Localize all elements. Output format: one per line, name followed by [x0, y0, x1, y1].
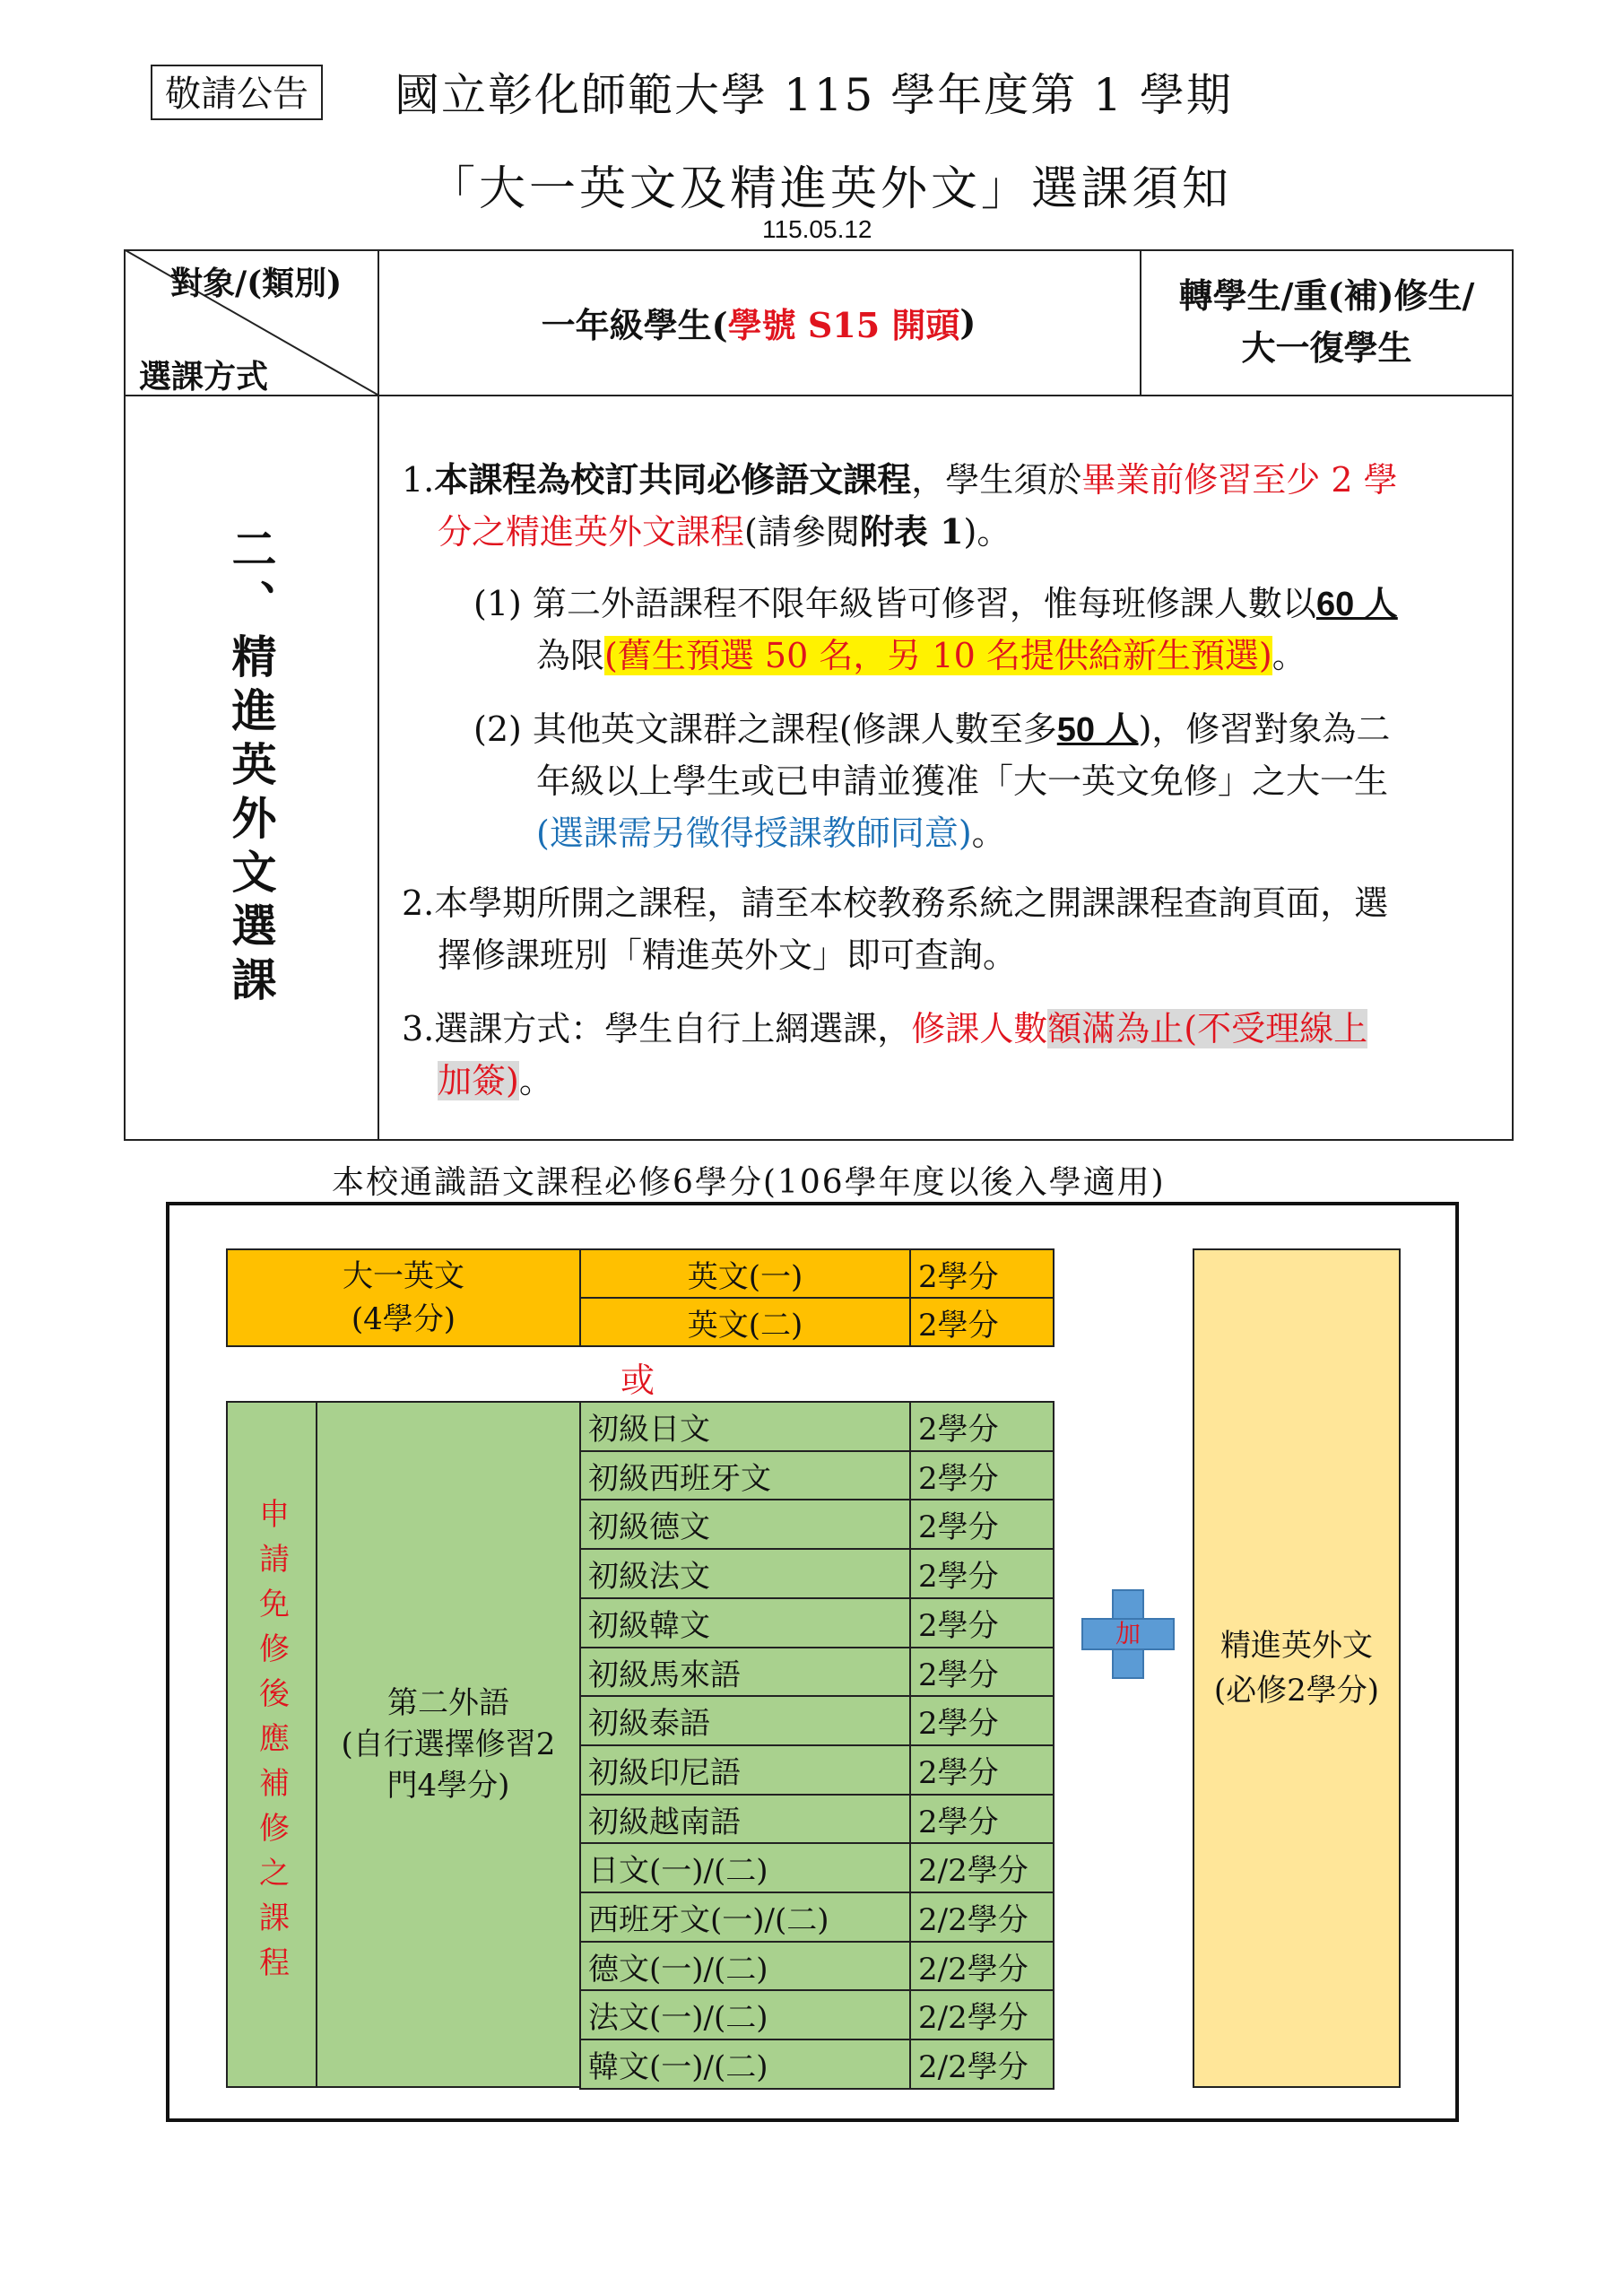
item-2-line2: 擇修課班別「精進英外文」即可查詢。 [438, 935, 1018, 975]
sub-item-2-text3: 。 [971, 813, 1006, 853]
sub-item-1-line2 [536, 630, 1505, 682]
class-limit: 60 人 [1315, 586, 1398, 623]
item-1-line2 [438, 506, 1505, 558]
language-credit: 2學分 [909, 1499, 1055, 1550]
page-subtitle: 「大一英文及精進英外文」選課須知 [429, 162, 1233, 216]
sub-item-2-line3 [536, 807, 1505, 859]
item-3-red: 修課人數 [911, 1009, 1048, 1048]
document-date: 115.05.12 [762, 215, 872, 243]
plus-label: 加 [1115, 1619, 1141, 1648]
language-credit: 2學分 [909, 1548, 1055, 1599]
language-credit: 2學分 [909, 1450, 1055, 1500]
language-credit: 2/2學分 [909, 1892, 1055, 1943]
advanced-english-title: 精進英外文 [1220, 1628, 1373, 1664]
header-freshman-column [378, 249, 1140, 395]
freshman-english-title: 大一英文 [343, 1258, 464, 1294]
language-credit: 2學分 [909, 1695, 1055, 1746]
item-1-text3: )。 [963, 512, 1011, 552]
sub-item-1-text2: 為限 [536, 636, 605, 675]
second-language-title: 第二外語 [387, 1685, 509, 1721]
item-3-red-highlight2: 加簽) [438, 1061, 519, 1100]
language-course: 初級馬來語 [579, 1647, 911, 1697]
appendix-ref: 附表 1 [859, 511, 964, 552]
language-course: 初級越南語 [579, 1794, 911, 1844]
other-students-line1: 轉學生/重(補)修生/ [1178, 275, 1475, 316]
language-course: 日文(一)/(二) [579, 1842, 911, 1893]
or-label: 或 [621, 1361, 655, 1400]
header-other-students-column [1140, 249, 1514, 395]
item-3-text2: 。 [518, 1061, 553, 1100]
english-course-1: 英文(一) [579, 1248, 911, 1299]
sub-item-2 [473, 703, 1505, 756]
preselection-note: (舊生預選 50 名，另 10 名提供給新生預選) [604, 636, 1272, 675]
language-course: 初級泰語 [579, 1695, 911, 1746]
language-course: 法文(一)/(二) [579, 1989, 911, 2040]
item-3-line2 [438, 1055, 1505, 1107]
language-credit: 2學分 [909, 1597, 1055, 1648]
other-students-line2: 大一復學生 [1241, 327, 1412, 368]
sub-item-number: (2) [473, 709, 522, 749]
language-course: 初級法文 [579, 1548, 911, 1599]
item-number: 1. [402, 460, 435, 500]
sub-item-1-text: 第二外語課程不限年級皆可修習，惟每班修課人數以 [532, 584, 1316, 623]
freshman-english-credits: (4學分) [351, 1301, 456, 1337]
item-2-text: 本學期所開之課程，請至本校教務系統之開課課程查詢頁面，選 [434, 883, 1389, 923]
advanced-english-credits: (必修2學分) [1213, 1673, 1380, 1709]
section-title [124, 395, 378, 1141]
instructor-consent-note: (選課需另徵得授課教師同意) [536, 813, 972, 853]
item-1-text: ，學生須於 [911, 460, 1082, 500]
language-credit: 2學分 [909, 1401, 1055, 1452]
sub-item-1 [473, 578, 1505, 631]
language-course: 初級印尼語 [579, 1744, 911, 1796]
advanced-english-block [1193, 1248, 1401, 2088]
freshman-label: 一年級學生( [541, 304, 728, 345]
item-1-red: 畢業前修習至少 2 學 [1081, 460, 1398, 500]
second-language-note2: 門4學分) [386, 1768, 510, 1804]
english-credit-1: 2學分 [909, 1248, 1055, 1299]
diagram-caption: 本校通識語文課程必修6學分(106學年度以後入學適用) [332, 1164, 1166, 1201]
exempt-makeup-text: 申請免修後應補修之課程 [253, 1498, 290, 1991]
language-course: 初級西班牙文 [579, 1450, 911, 1500]
item-1-red2: 分之精進英外文課程 [438, 512, 745, 552]
item-number: 2. [402, 883, 435, 923]
item-3-red-highlight: 額滿為止(不受理線上 [1047, 1009, 1368, 1048]
language-course: 德文(一)/(二) [579, 1941, 911, 1991]
language-credit: 2/2學分 [909, 2039, 1055, 2090]
notice-box: 敬請公告 [151, 65, 323, 120]
language-course: 初級日文 [579, 1401, 911, 1452]
language-course: 初級韓文 [579, 1597, 911, 1648]
language-credit: 2/2學分 [909, 1989, 1055, 2040]
language-credit: 2學分 [909, 1794, 1055, 1844]
language-credit: 2學分 [909, 1647, 1055, 1697]
page-title: 國立彰化師範大學 115 學年度第 1 學期 [395, 69, 1233, 121]
sub-item-2-line2: 年級以上學生或已申請並獲准「大一英文免修」之大一生 [536, 761, 1389, 801]
item-1-bold: 本課程為校訂共同必修語文課程 [434, 459, 912, 500]
freshman-english-block [226, 1248, 581, 1347]
sub-item-number: (1) [473, 584, 522, 623]
exempt-makeup-label [226, 1401, 317, 2088]
second-language-note1: (自行選擇修習2 [341, 1726, 556, 1762]
class-limit: 50 人 [1056, 711, 1139, 749]
sub-item-2-text2: )，修習對象為二 [1138, 709, 1391, 749]
item-3-text: 選課方式：學生自行上網選課， [434, 1009, 912, 1048]
section-title-text: 二、精進英外文選課 [224, 526, 278, 1010]
freshman-label-close: ) [959, 301, 976, 343]
sub-item-1-text3: 。 [1271, 636, 1306, 675]
english-credit-2: 2學分 [909, 1297, 1055, 1347]
item-number: 3. [402, 1009, 435, 1048]
header-target-label: 對象/(類別) [170, 265, 343, 302]
english-course-2: 英文(二) [579, 1297, 911, 1347]
language-credit: 2/2學分 [909, 1941, 1055, 1991]
header-method-label: 選課方式 [139, 358, 269, 396]
language-course: 初級德文 [579, 1499, 911, 1550]
sub-item-2-text: 其他英文課群之課程(修課人數至多 [532, 709, 1057, 749]
language-credit: 2/2學分 [909, 1842, 1055, 1893]
item-1-text2: (請參閱 [744, 512, 860, 552]
freshman-id-prefix: 學號 S15 開頭 [727, 304, 960, 345]
item-1 [402, 454, 1505, 506]
language-course: 西班牙文(一)/(二) [579, 1892, 911, 1943]
language-credit: 2學分 [909, 1744, 1055, 1796]
item-3 [402, 1003, 1505, 1055]
item-2 [402, 877, 1505, 929]
second-language-block [316, 1401, 581, 2088]
language-course: 韓文(一)/(二) [579, 2039, 911, 2090]
